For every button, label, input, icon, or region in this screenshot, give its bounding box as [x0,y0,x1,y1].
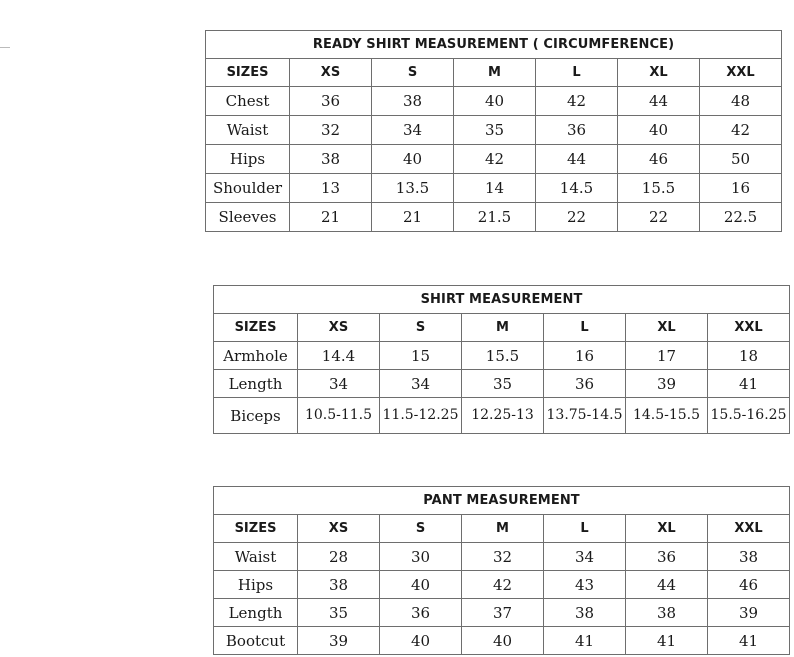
table-row [214,342,790,370]
table-cell: 46 [708,571,790,599]
table-cell: 11.5-12.25 [380,398,462,434]
table-cell: 38 [290,145,372,174]
table-cell: 44 [618,87,700,116]
table-cell: 42 [700,116,782,145]
header-xs: XS [290,59,372,87]
table-cell: 43 [544,571,626,599]
header-s: S [380,314,462,342]
table-title: READY SHIRT MEASUREMENT ( CIRCUMFERENCE) [206,31,782,59]
table-cell: 32 [462,543,544,571]
table-cell: 35 [298,599,380,627]
table-header-row [214,314,790,342]
row-label: Waist [214,543,298,571]
table-cell: 22.5 [700,203,782,232]
table-cell: 39 [708,599,790,627]
table-cell: 46 [618,145,700,174]
row-label: Armhole [214,342,298,370]
table-cell: 21 [372,203,454,232]
row-label: Chest [206,87,290,116]
table-cell: 15.5-16.25 [708,398,790,434]
table-cell: 34 [372,116,454,145]
table-cell: 17 [626,342,708,370]
table-cell: 41 [626,627,708,655]
table-cell: 40 [372,145,454,174]
table-cell: 50 [700,145,782,174]
table-cell: 40 [380,571,462,599]
row-label: Length [214,599,298,627]
row-label: Length [214,370,298,398]
table-cell: 22 [536,203,618,232]
table-cell: 42 [454,145,536,174]
table-cell: 44 [626,571,708,599]
table-cell: 40 [462,627,544,655]
table-cell: 15 [380,342,462,370]
row-label: Sleeves [206,203,290,232]
table-cell: 15.5 [462,342,544,370]
table-cell: 36 [626,543,708,571]
header-xl: XL [626,515,708,543]
table-cell: 44 [536,145,618,174]
header-m: M [462,515,544,543]
header-s: S [380,515,462,543]
table-row [214,627,790,655]
table-cell: 14.4 [298,342,380,370]
table-cell: 39 [298,627,380,655]
row-label: Biceps [214,398,298,434]
table-cell: 13 [290,174,372,203]
table-cell: 36 [380,599,462,627]
header-xs: XS [298,314,380,342]
header-xxl: XXL [700,59,782,87]
table-cell: 21.5 [454,203,536,232]
table-cell: 42 [462,571,544,599]
table-header-row [206,59,782,87]
table-row [206,203,782,232]
header-xl: XL [618,59,700,87]
header-xxl: XXL [708,314,790,342]
table-cell: 37 [462,599,544,627]
header-m: M [462,314,544,342]
table-row [214,599,790,627]
header-sizes: SIZES [214,515,298,543]
header-xl: XL [626,314,708,342]
table-cell: 13.5 [372,174,454,203]
table-row [206,87,782,116]
row-label: Hips [214,571,298,599]
table-row [206,174,782,203]
ready-shirt-table [205,30,782,232]
table-row [214,571,790,599]
row-label: Bootcut [214,627,298,655]
table-cell: 41 [544,627,626,655]
header-xxl: XXL [708,515,790,543]
row-label: Waist [206,116,290,145]
table-cell: 42 [536,87,618,116]
header-s: S [372,59,454,87]
table-title-row [214,487,790,515]
table-header-row [214,515,790,543]
table-cell: 14.5-15.5 [626,398,708,434]
table-cell: 38 [626,599,708,627]
table-cell: 28 [298,543,380,571]
table-cell: 40 [380,627,462,655]
table-title: PANT MEASUREMENT [214,487,790,515]
table-title-row [206,31,782,59]
table-cell: 34 [544,543,626,571]
table-cell: 10.5-11.5 [298,398,380,434]
table-title-row [214,286,790,314]
table-cell: 16 [700,174,782,203]
table-cell: 38 [372,87,454,116]
table-row [214,370,790,398]
table-cell: 14 [454,174,536,203]
header-sizes: SIZES [206,59,290,87]
header-l: L [544,515,626,543]
table-cell: 21 [290,203,372,232]
table-cell: 41 [708,370,790,398]
table-cell: 34 [380,370,462,398]
table-cell: 39 [626,370,708,398]
table-cell: 41 [708,627,790,655]
table-cell: 32 [290,116,372,145]
table-cell: 38 [298,571,380,599]
table-cell: 35 [462,370,544,398]
header-m: M [454,59,536,87]
header-l: L [536,59,618,87]
table-cell: 36 [544,370,626,398]
table-cell: 14.5 [536,174,618,203]
table-cell: 30 [380,543,462,571]
table-row [206,116,782,145]
shirt-table [213,285,790,434]
table-cell: 18 [708,342,790,370]
table-cell: 12.25-13 [462,398,544,434]
table-cell: 38 [708,543,790,571]
header-l: L [544,314,626,342]
table-row [214,543,790,571]
table-cell: 38 [544,599,626,627]
header-sizes: SIZES [214,314,298,342]
table-cell: 36 [290,87,372,116]
row-label: Shoulder [206,174,290,203]
table-cell: 40 [618,116,700,145]
row-label: Hips [206,145,290,174]
table-cell: 34 [298,370,380,398]
pant-table [213,486,790,655]
table-cell: 35 [454,116,536,145]
header-xs: XS [298,515,380,543]
table-cell: 16 [544,342,626,370]
table-title: SHIRT MEASUREMENT [214,286,790,314]
table-cell: 48 [700,87,782,116]
table-cell: 36 [536,116,618,145]
table-cell: 22 [618,203,700,232]
table-row [206,145,782,174]
table-row [214,398,790,434]
table-cell: 40 [454,87,536,116]
table-cell: 13.75-14.5 [544,398,626,434]
edge-dash [0,47,10,48]
table-cell: 15.5 [618,174,700,203]
